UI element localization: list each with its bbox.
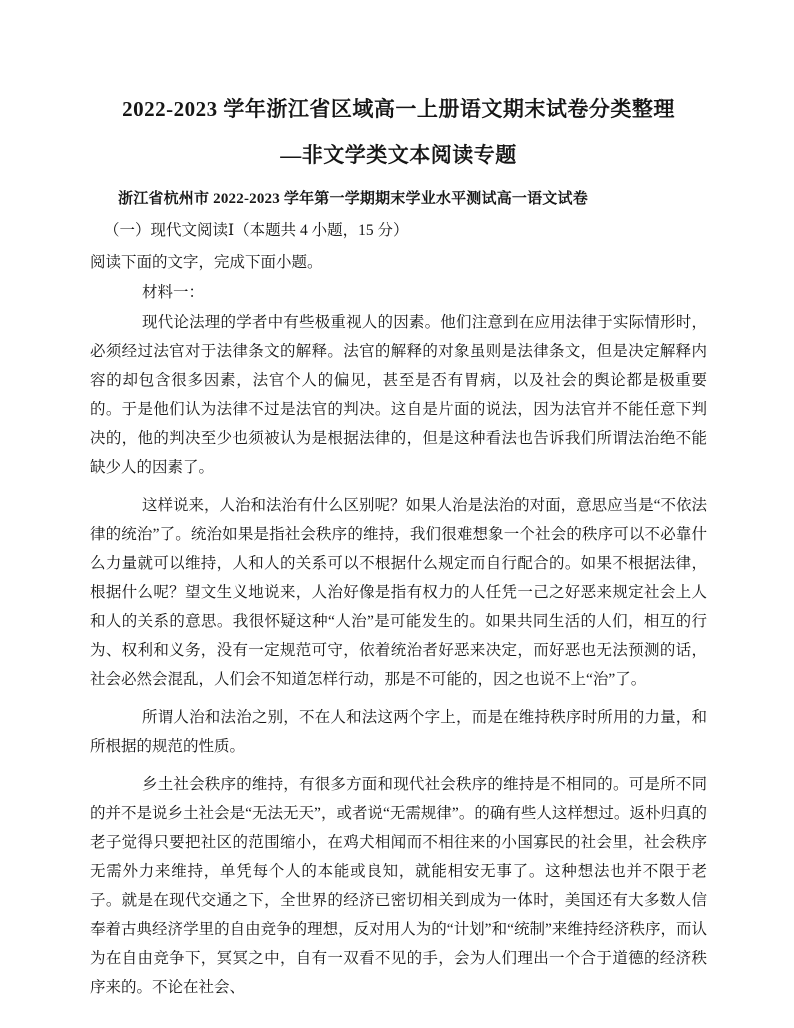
title-line-2: —非文学类文本阅读专题 [280, 143, 517, 167]
exam-source-heading: 浙江省杭州市 2022-2023 学年第一学期期末学业水平测试高一语文试卷 [118, 191, 588, 207]
question-section-header: （一）现代文阅读Ⅰ（本题共 4 小题，15 分） [104, 222, 409, 239]
reading-passage [90, 308, 707, 1002]
reading-instruction: 阅读下面的文字，完成下面小题。 [90, 254, 323, 271]
document-title [90, 86, 707, 178]
passage-paragraph-3: 所谓人治和法治之别，不在人和法这两个字上，而是在维持秩序时所用的力量，和所根据的规范的性质。 [90, 709, 707, 755]
passage-paragraph-4: 乡土社会秩序的维持，有很多方面和现代社会秩序的维持是不相同的。可是所不同的并不是说乡土社会是“无法无天”，或者说“无需规律”。的确有些人这样想过。返朴归真的老子觉得只要把社区的范围缩小，在鸡犬相闻而不相往来的小国寡民的社会里，社会秩序无需外力来维持，单凭每个人的本能或良知，就能相安无事了。这种想法也并不限于老子。就是在现代交通之下，全世界的经济已密切相关到成为一体时，美国还有大多数人信奉着古典经济学里的自由竞争的理想，反对用人为的“计划”和“统制”来维持经济秩序，而认为在自由竞争下，冥冥之中，自有一双看不见的手，会为人们理出一个合于道德的经济秩序来的。不论在社会、 [90, 776, 707, 996]
passage-paragraph-2: 这样说来，人治和法治有什么区别呢？如果人治是法治的对面，意思应当是“不依法律的统治”了。统治如果是指社会秩序的维持，我们很难想象一个社会的秩序可以不必靠什么力量就可以维持，人和人的关系可以不根据什么规定而自行配合的。如果不根据法律，根据什么呢？望文生义地说来，人治好像是指有权力的人任凭一己之好恶来规定社会上人和人的关系的意思。我很怀疑这种“人治”是可能发生的。如果共同生活的人们，相互的行为、权利和义务，没有一定规范可守，依着统治者好恶来决定，而好恶也无法预测的话，社会必然会混乱，人们会不知道怎样行动，那是不可能的，因之也说不上“治”了。 [90, 497, 707, 688]
material-one-label: 材料一： [142, 284, 205, 301]
passage-paragraph-1: 现代论法理的学者中有些极重视人的因素。他们注意到在应用法律于实际情形时，必须经过法官对于法律条文的解释。法官的解释的对象虽则是法律条文，但是决定解释内容的却包含很多因素，法官个人的偏见，甚至是否有胃病，以及社会的舆论都是极重要的。于是他们认为法律不过是法官的判决。这自是片面的说法，因为法官并不能任意下判决的，他的判决至少也须被认为是根据法律的，但是这种看法也告诉我们所谓法治绝不能缺少人的因素了。 [90, 314, 707, 476]
title-line-1: 2022-2023 学年浙江省区域高一上册语文期末试卷分类整理 [122, 97, 675, 121]
